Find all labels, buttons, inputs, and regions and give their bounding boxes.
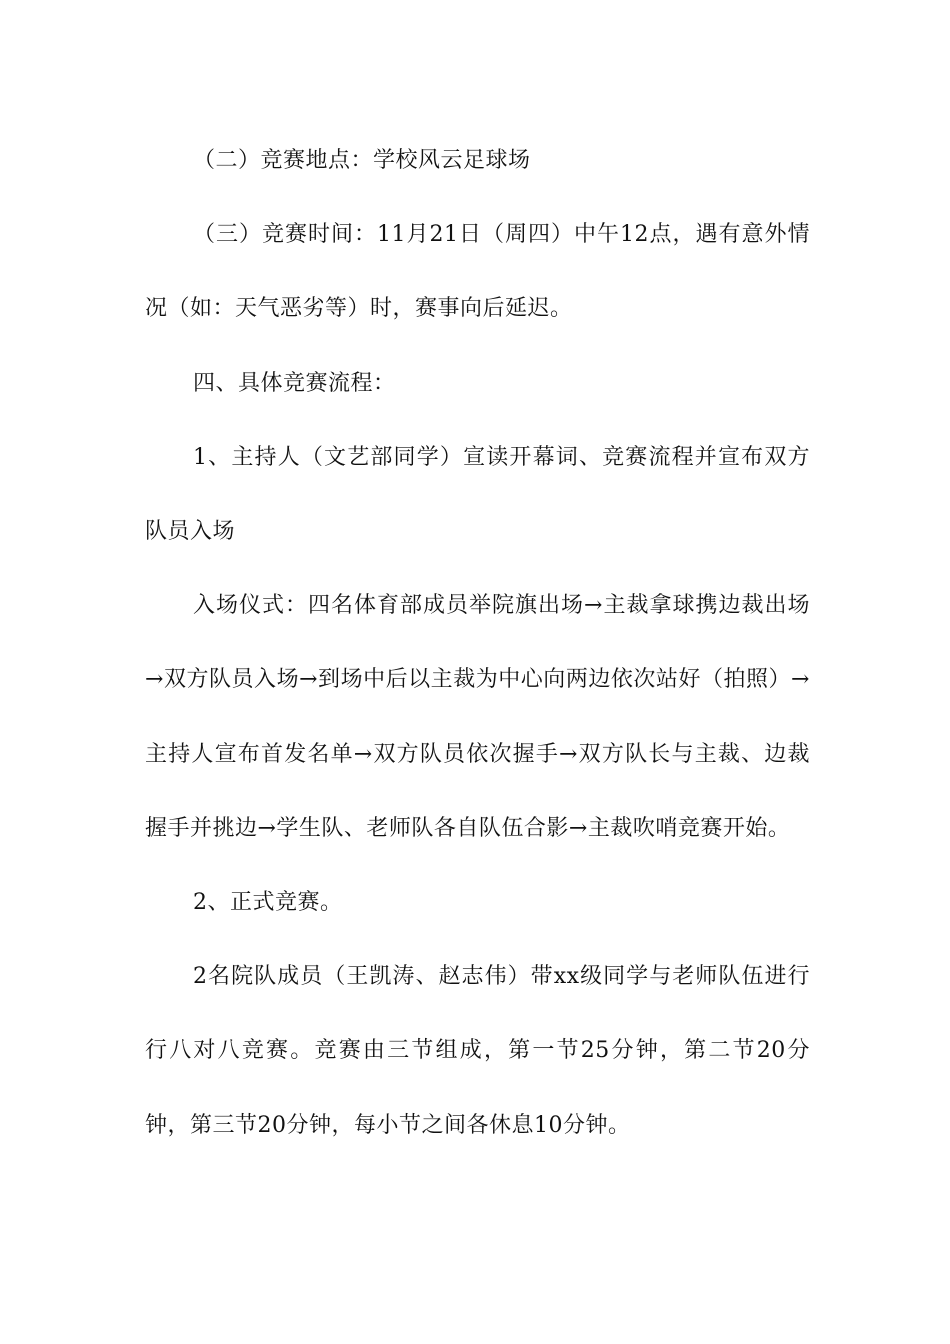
paragraph-step-2: 2、正式竞赛。 [193, 890, 343, 916]
document-body [145, 124, 810, 1163]
section-heading-procedure: 四、具体竞赛流程： [193, 370, 396, 396]
paragraph-match-details: 2名院队成员（王凯涛、赵志伟）带xx级同学与老师队伍进行行八对八竞赛。竞赛由三节组成，第一节25分钟，第二节20分钟，第三节20分钟，每小节之间各休息10分钟。 [145, 964, 810, 1138]
paragraph-venue: （二）竞赛地点：学校风云足球场 [193, 148, 531, 173]
paragraph-entrance-ceremony: 入场仪式：四名体育部成员举院旗出场→主裁拿球携边裁出场→双方队员入场→到场中后以主裁为中心向两边依次站好（拍照）→主持人宣布首发名单→双方队员依次握手→双方队长与主裁、边裁握手并挑边→学生队、老师队各自队伍合影→主裁吹哨竞赛开始。 [145, 593, 810, 841]
paragraph-time: （三）竞赛时间：11月21日（周四）中午12点，遇有意外情况（如：天气恶劣等）时，赛事向后延迟。 [145, 222, 810, 322]
paragraph-step-1: 1、主持人（文艺部同学）宣读开幕词、竞赛流程并宣布双方队员入场 [145, 444, 810, 545]
